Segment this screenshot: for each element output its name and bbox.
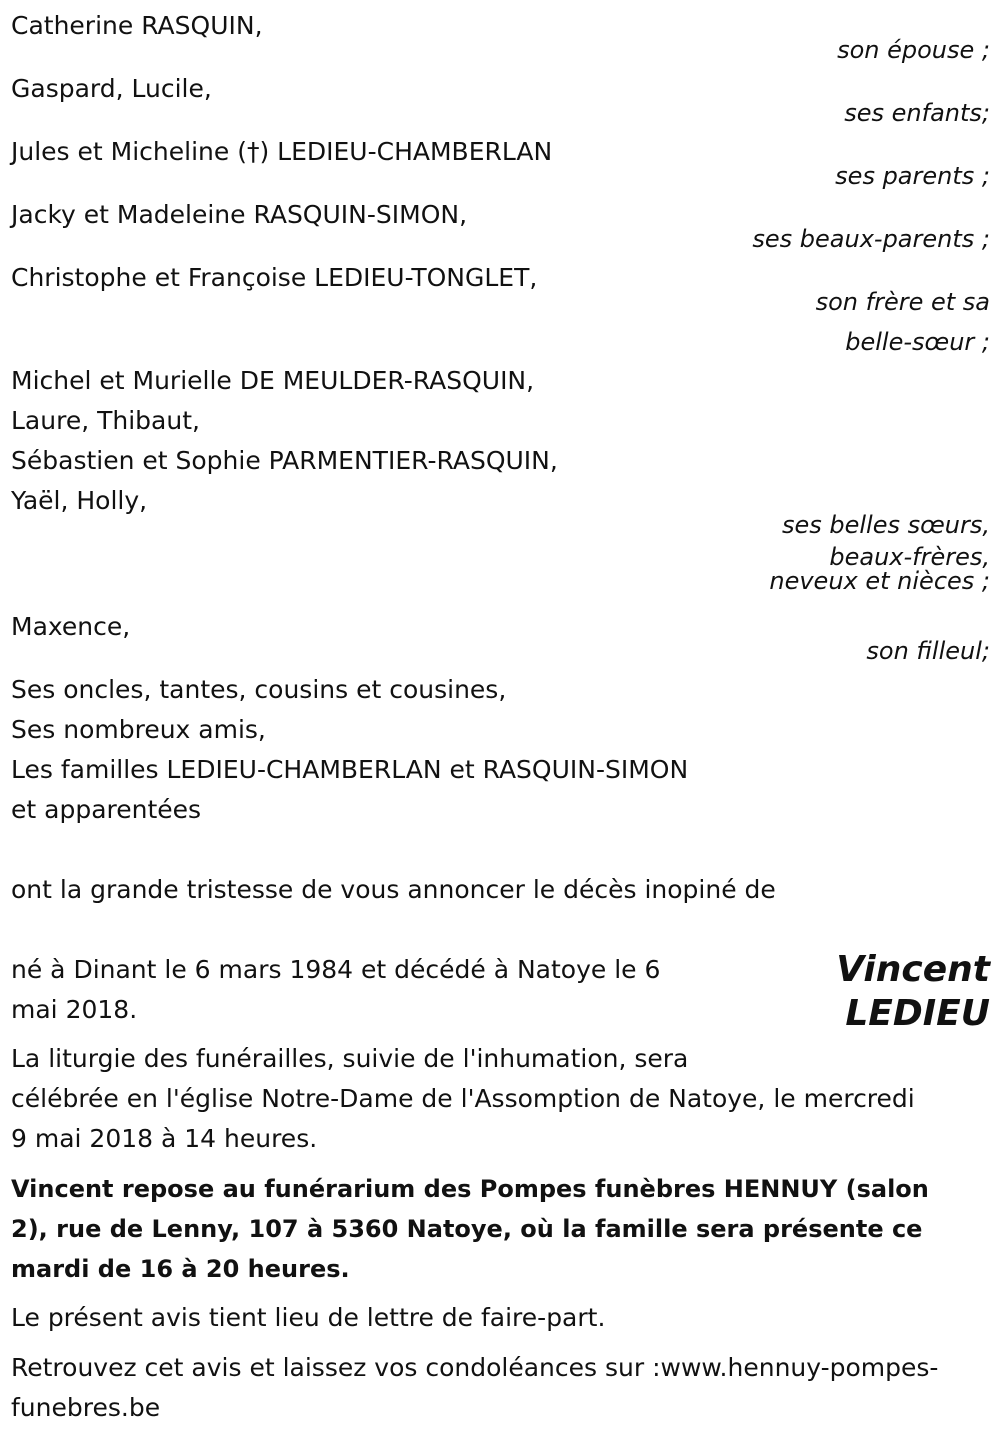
in-laws-relation-line2: beaux-frères, (829, 543, 990, 571)
deceased-first-name: Vincent (836, 949, 990, 990)
children-names: Gaspard, Lucile, (11, 74, 212, 103)
deceased-last-name: LEDIEU (845, 993, 990, 1034)
in-law-line-4: Yaël, Holly, (11, 486, 148, 515)
others-line-1: Ses oncles, tantes, cousins et cousines, (11, 675, 507, 704)
funeral-line-3: 9 mai 2018 à 14 heures. (11, 1124, 318, 1153)
parents-relation: ses parents ; (835, 162, 990, 190)
others-line-2: Ses nombreux amis, (11, 715, 266, 744)
in-laws-relation-line1: ses belles sœurs, (781, 511, 990, 539)
in-law-line-1: Michel et Murielle DE MEULDER-RASQUIN, (11, 366, 535, 395)
parents-names: Jules et Micheline (†) LEDIEU-CHAMBERLAN (11, 137, 553, 166)
others-line-3: Les familles LEDIEU-CHAMBERLAN et RASQUIN-SIMON (11, 755, 689, 784)
children-relation: ses enfants; (844, 99, 990, 127)
in-laws-relation-line3: neveux et nièces ; (769, 567, 990, 595)
notice-text: Le présent avis tient lieu de lettre de faire-part. (11, 1303, 606, 1332)
online-line-2: funebres.be (11, 1393, 161, 1422)
sibling-relation-line2: belle-sœur ; (845, 328, 990, 356)
godson-relation: son filleul; (866, 637, 990, 665)
parents-in-law-names: Jacky et Madeleine RASQUIN-SIMON, (11, 200, 468, 229)
godson-name: Maxence, (11, 612, 131, 641)
online-line-1: Retrouvez cet avis et laissez vos condoléances sur :www.hennuy-pompes- (11, 1353, 939, 1382)
sibling-relation-line1: son frère et sa (815, 288, 990, 316)
birth-death-line-1: né à Dinant le 6 mars 1984 et décédé à Natoye le 6 (11, 955, 661, 984)
announcement-text: ont la grande tristesse de vous annoncer le décès inopiné de (11, 875, 776, 904)
viewing-line-1: Vincent repose au funérarium des Pompes funèbres HENNUY (salon (11, 1175, 929, 1203)
spouse-relation: son épouse ; (837, 36, 990, 64)
viewing-line-2: 2), rue de Lenny, 107 à 5360 Natoye, où la famille sera présente ce (11, 1215, 923, 1243)
in-law-line-3: Sébastien et Sophie PARMENTIER-RASQUIN, (11, 446, 558, 475)
birth-death-line-2: mai 2018. (11, 995, 138, 1024)
funeral-line-2: célébrée en l'église Notre-Dame de l'Assomption de Natoye, le mercredi (11, 1084, 915, 1113)
in-law-line-2: Laure, Thibaut, (11, 406, 200, 435)
spouse-name: Catherine RASQUIN, (11, 11, 263, 40)
sibling-names: Christophe et Françoise LEDIEU-TONGLET, (11, 263, 538, 292)
others-line-4: et apparentées (11, 795, 202, 824)
viewing-line-3: mardi de 16 à 20 heures. (11, 1255, 350, 1283)
funeral-line-1: La liturgie des funérailles, suivie de l'inhumation, sera (11, 1044, 689, 1073)
deceased-name (836, 948, 990, 1036)
parents-in-law-relation: ses beaux-parents ; (752, 225, 990, 253)
